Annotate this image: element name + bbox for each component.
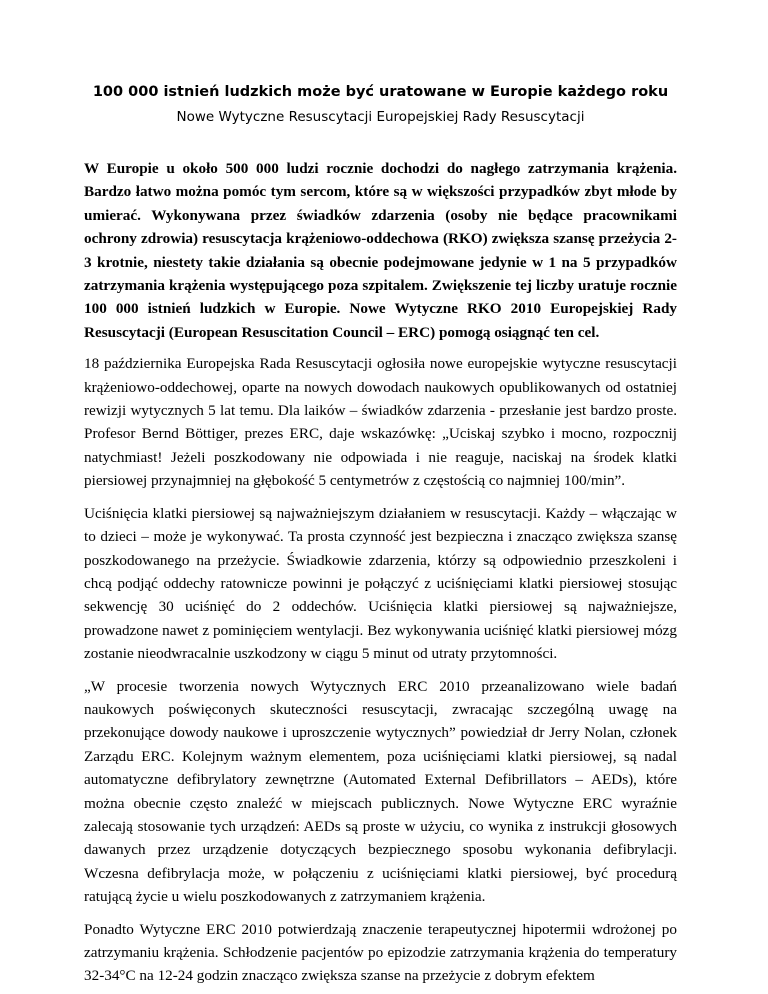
document-title: 100 000 istnień ludzkich może być uratowane w Europie każdego roku — [92, 84, 669, 100]
lead-paragraph: W Europie u około 500 000 ludzi rocznie dochodzi do nagłego zatrzymania krążenia. Bardzo łatwo można pomóc tym sercom, które są w większości przypadków zbyt młode by umierać. Wykonywana przez świadków zdarzenia (osoby nie będące pracownikami ochrony zdrowia) resuscytacja krążeniowo-oddechowa (RKO) zwiększa szansę przeżycia 2-3 krotnie, niestety takie działania są obecnie podejmowane jedynie w 1 na 5 przypadków zatrzymania krążenia występującego poza szpitalem. Zwiększenie tej liczby uratuje rocznie 100 000 istnień ludzkich w Europie. Nowe Wytyczne RKO 2010 Europejskiej Rady Resuscytacji (European Resuscitation Council – ERC) pomogą osiągnąć ten cel. — [84, 160, 677, 341]
paragraph-chest-compressions: Uciśnięcia klatki piersiowej są najważniejszym działaniem w resuscytacji. Każdy – włączając w to dzieci – może je wykonywać. Ta prosta czynność jest bezpieczna i znacząco zwiększa szansę poszkodowanego na przeżycie. Świadkowie zdarzenia, którzy są odpowiednio przeszkoleni i chcą podjąć oddechy ratownicze powinni je połączyć z uciśnięciami klatki piersiowej stosując sekwencję 30 uciśnięć do 2 oddechów. Uciśnięcia klatki piersiowej są najważniejsze, prowadzone nawet z pominięciem wentylacji. Bez wykonywania uciśnięć klatki piersiowej mózg zostanie nieodwracalnie uszkodzony w ciągu 5 minut od utraty przytomności. — [84, 504, 677, 663]
paragraph-hypothermia: Ponadto Wytyczne ERC 2010 potwierdzają znaczenie terapeutycznej hipotermii wdrożonej po zatrzymaniu krążenia. Schłodzenie pacjentów po epizodzie zatrzymania krążenia do temperatury 32-34°C na 12-24 godzin znacząco zwiększa szanse na przeżycie z dobrym efektem — [84, 920, 677, 985]
paragraph-guidelines-announcement: 18 października Europejska Rada Resuscytacji ogłosiła nowe europejskie wytyczne resuscytacji krążeniowo-oddechowej, oparte na nowych dowodach naukowych opublikowanych od ostatniej rewizji wytycznych 5 lat temu. Dla laików – świadków zdarzenia - przesłanie jest bardzo proste. Profesor Bernd Böttiger, prezes ERC, daje wskazówkę: „Uciskaj szybko i mocno, rozpocznij natychmiast! Jeżeli poszkodowany nie odpowiada i nie reaguje, naciskaj na środek klatki piersiowej przynajmniej na głębokość 5 centymetrów z częstością co najmniej 100/min”. — [84, 355, 677, 490]
paragraph-defibrillators: „W procesie tworzenia nowych Wytycznych ERC 2010 przeanalizowano wiele badań naukowych poświęconych skuteczności resuscytacji, zwracając szczególną uwagę na przekonujące dowody naukowe i uproszczenie wytycznych” powiedział dr Jerry Nolan, członek Zarządu ERC. Kolejnym ważnym elementem, poza uciśnięciami klatki piersiowej, są nadal automatyczne defibrylatory zewnętrzne (Automated External Defibrillators – AEDs), które można obecnie często znaleźć w miejscach publicznych. Nowe Wytyczne ERC wyraźnie zalecają stosowanie tych urządzeń: AEDs są proste w użyciu, co wynika z instrukcji głosowych dawanych przez urządzenie dotyczących bezpiecznego sposobu wykonania defibrylacji. Wczesna defibrylacja może, w połączeniu z uciśnięciami klatki piersiowej, być procedurą ratującą życie u wielu poszkodowanych z zatrzymaniem krążenia. — [84, 677, 677, 906]
document-subtitle: Nowe Wytyczne Resuscytacji Europejskiej Rady Resuscytacji — [176, 109, 585, 125]
